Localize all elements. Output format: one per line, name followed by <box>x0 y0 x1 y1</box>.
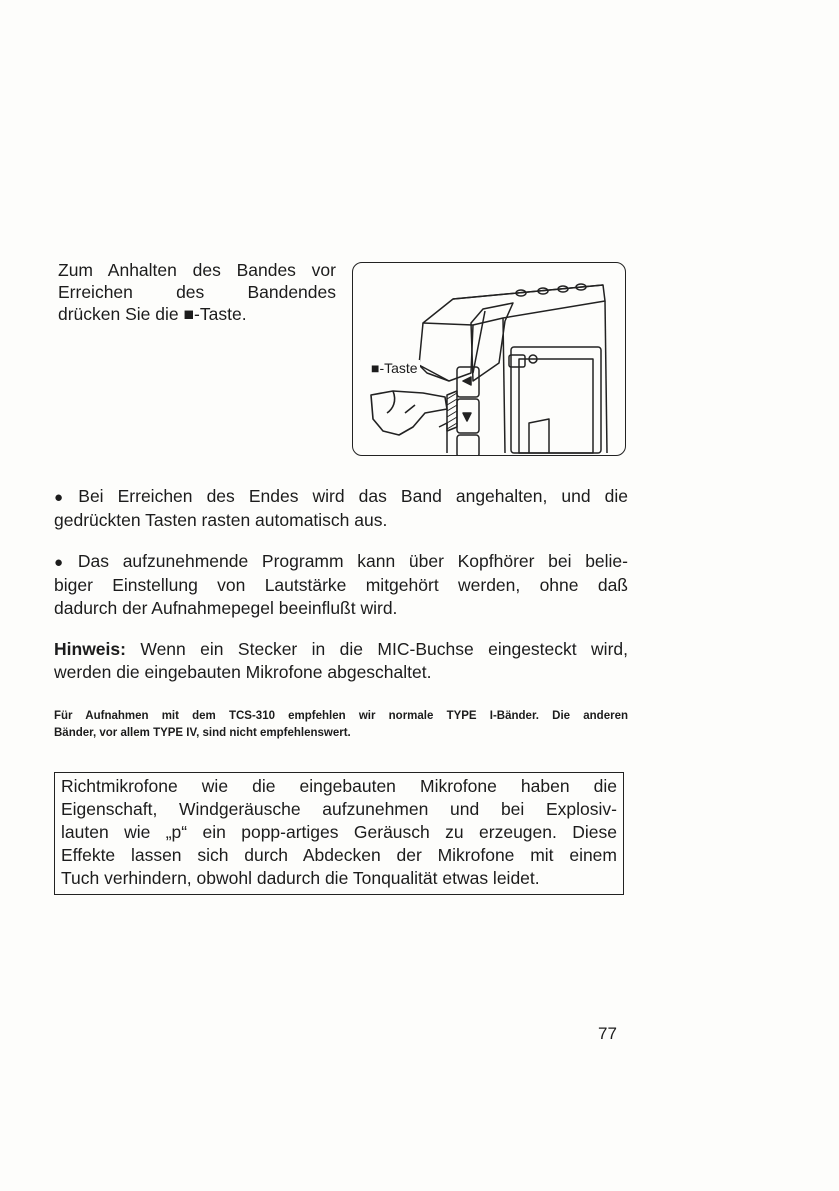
tape-type-note <box>54 708 628 742</box>
box-line: lauten wie „p“ ein popp-artiges Geräusch zu erzeugen. Diese <box>61 822 617 842</box>
stop-key-illustration <box>352 262 626 456</box>
bullet-line: Bei Erreichen des Endes wird das Band angehalten, und die <box>78 486 629 506</box>
page-number: 77 <box>598 1024 617 1043</box>
intro-line: Zum Anhalten des Bandes vor <box>58 260 336 280</box>
bullet-line: Das aufzunehmende Programm kann über Kopfhörer bei belie- <box>77 551 628 571</box>
stop-key-label: ■-Taste <box>371 360 418 376</box>
intro-line: Erreichen des Bandendes <box>58 282 336 302</box>
bullet-icon: ● <box>54 489 73 506</box>
bullet-paragraph <box>54 485 628 532</box>
note-line: Bänder, vor allem TYPE IV, sind nicht empfehlenswert. <box>54 727 351 739</box>
note-line: Für Aufnahmen mit dem TCS-310 empfehlen wir normale TYPE I-Bänder. Die anderen <box>54 710 628 722</box>
bullet-icon: ● <box>54 554 72 571</box>
bullet-paragraph <box>54 550 628 620</box>
box-line: Effekte lassen sich durch Abdecken der Mikrofone mit einem <box>61 845 617 865</box>
hinweis-label: Hinweis: <box>54 639 126 659</box>
cassette-recorder-drawing <box>353 263 625 455</box>
box-line: Richtmikrofone wie die eingebauten Mikrofone haben die <box>61 776 617 796</box>
box-line: Tuch verhindern, obwohl dadurch die Tonqualität etwas leidet. <box>61 868 540 888</box>
bullet-line: dadurch der Aufnahmepegel beeinflußt wird. <box>54 598 398 618</box>
box-line: Eigenschaft, Windgeräusche aufzunehmen und bei Explosiv- <box>61 799 617 819</box>
bullet-line: gedrückten Tasten rasten automatisch aus. <box>54 510 388 530</box>
microphone-info-box <box>54 772 624 895</box>
bullet-line: biger Einstellung von Lautstärke mitgehört werden, ohne daß <box>54 575 628 595</box>
hinweis-line: Wenn ein Stecker in die MIC-Buchse eingesteckt wird, <box>140 639 628 659</box>
hinweis-line: werden die eingebauten Mikrofone abgeschaltet. <box>54 662 432 682</box>
hinweis-paragraph <box>54 638 628 684</box>
intro-line: drücken Sie die ■-Taste. <box>58 304 247 324</box>
intro-text <box>58 259 336 325</box>
